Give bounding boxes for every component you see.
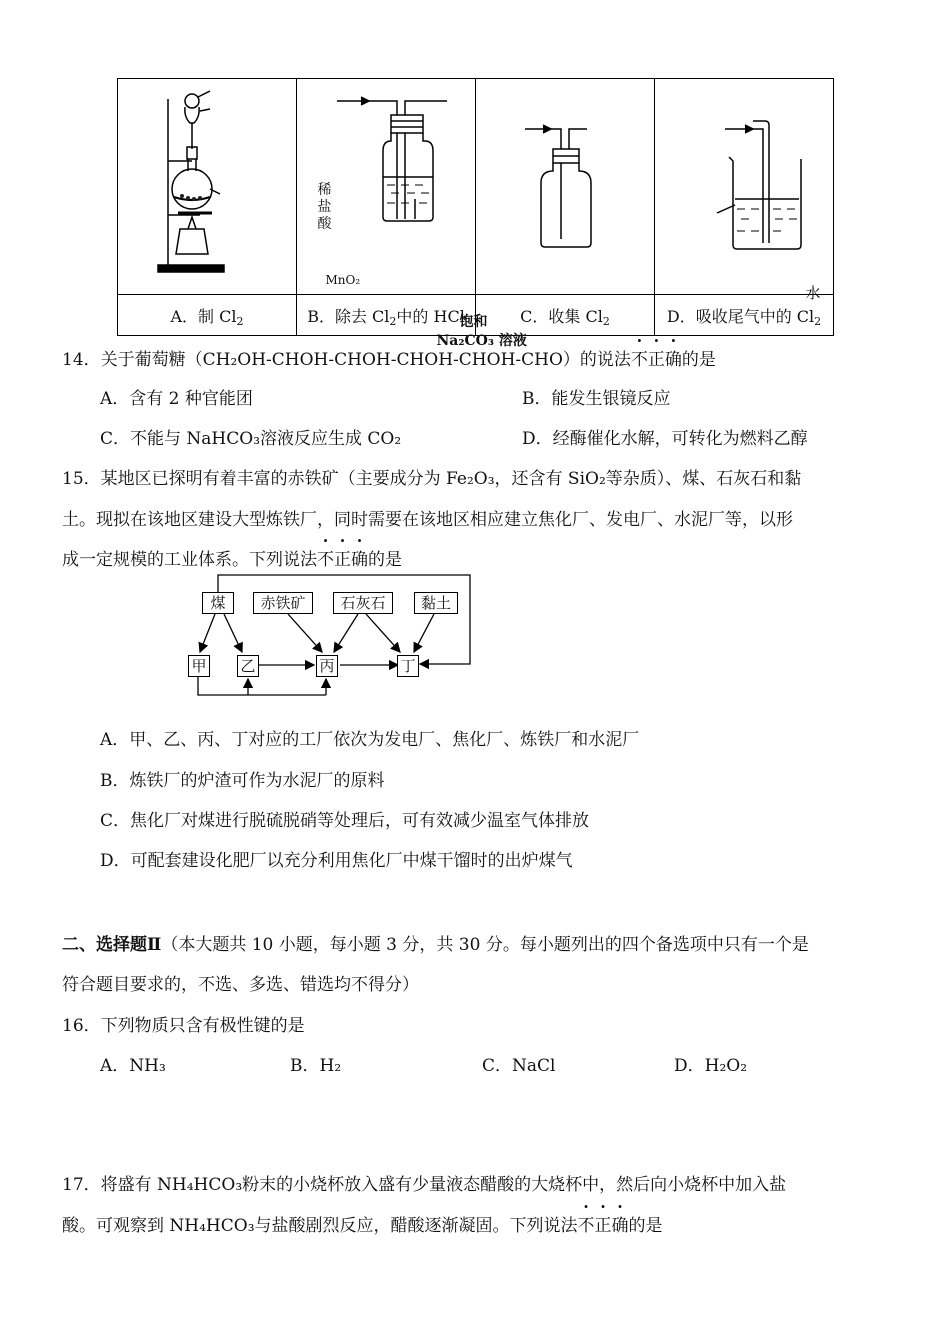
q15-line1: 15．某地区已探明有着丰富的赤铁矿（主要成分为 Fe₂O₃，还含有 SiO₂等杂质）、煤、石灰石和黏 (62, 469, 802, 489)
diagram-plant-ding: 丁 (397, 655, 419, 677)
q15-option-a: A．甲、乙、丙、丁对应的工厂依次为发电厂、焦化厂、炼铁厂和水泥厂 (100, 730, 640, 750)
section2-description-2: 符合题目要求的，不选、多选、错选均不得分） (62, 975, 419, 995)
diagram-source-coal: 煤 (202, 592, 234, 614)
caption-a: A．制 $Cl_2$ (118, 295, 297, 336)
q16-option-a: A．NH₃ (100, 1056, 166, 1076)
caption-c: C．收集 $Cl_2$ (476, 295, 655, 336)
diagram-source-clay: 黏土 (414, 592, 458, 614)
section2-description: （本大题共 10 小题，每小题 3 分，共 30 分。每小题列出的四个备选项中只有一个是 (161, 935, 809, 955)
label-acid: 酸 (317, 215, 332, 232)
apparatus-table (117, 78, 834, 349)
q17-line2: 酸。可观察到 NH₄HCO₃与盐酸剧烈反应，醋酸逐渐凝固。下列说法不正确的是 (62, 1216, 663, 1236)
label-saturated: 饱和 (459, 313, 488, 330)
diagram-source-limestone: 石灰石 (333, 592, 393, 614)
section2-heading: 二、选择题Ⅱ (62, 935, 162, 955)
q15-line2: 土。现拟在该地区建设大型炼铁厂，同时需要在该地区相应建立焦化厂、发电厂、水泥厂等，以形 (62, 510, 793, 530)
q14-option-d: D．经酶催化水解，可转化为燃料乙醇 (522, 429, 808, 449)
q16-option-d: D．H₂O₂ (674, 1056, 748, 1076)
label-dilute: 稀 (317, 181, 332, 198)
caption-d: D．吸收尾气中的 $Cl_2$ (655, 295, 834, 336)
diagram-plant-jia: 甲 (188, 655, 210, 677)
apparatus-c-cell (476, 79, 655, 295)
q15-option-c: C．焦化厂对煤进行脱硫脱硝等处理后，可有效减少温室气体排放 (100, 811, 590, 831)
q16-option-c: C．NaCl (482, 1056, 556, 1076)
q14-stem: 14．关于葡萄糖（CH₂OH-CHOH-CHOH-CHOH-CHOH-CHO）的说法不正确的是 (62, 350, 716, 370)
label-mno2: MnO₂ (325, 272, 361, 287)
q14-option-a: A．含有 2 种官能团 (100, 389, 253, 409)
label-water: 水 (805, 283, 821, 302)
chlorine-generator-figure (130, 79, 285, 289)
section2-header (62, 930, 809, 955)
apparatus-a-cell (118, 79, 361, 295)
beaker-absorption-figure (655, 79, 855, 289)
q14-option-c: C．不能与 NaHCO₃溶液反应生成 CO₂ (100, 429, 402, 449)
caption-b: B．除去 $Cl_2$中的 HCl (297, 295, 476, 336)
diagram-source-hematite: 赤铁矿 (253, 592, 313, 614)
q14-option-b: B．能发生银镜反应 (522, 389, 671, 409)
q16-stem: 16．下列物质只含有极性键的是 (62, 1016, 305, 1036)
apparatus-d-cell (655, 79, 834, 302)
diagram-plant-yi: 乙 (237, 655, 259, 677)
q15-line3: 成一定规模的工业体系。下列说法不正确的是 (62, 550, 402, 570)
q16-option-b: B．H₂ (290, 1056, 342, 1076)
q17-line1: 17．将盛有 NH₄HCO₃粉末的小烧杯放入盛有少量液态醋酸的大烧杯中，然后向小烧杯中加入盐 (62, 1175, 787, 1195)
industry-flow-diagram (180, 570, 480, 705)
label-sodium-carbonate-solution: Na₂CO₃ 溶液 (436, 332, 527, 349)
q15-option-b: B．炼铁厂的炉渣可作为水泥厂的原料 (100, 771, 385, 791)
gas-collection-bottle-figure (487, 79, 643, 289)
label-hydrochloric: 盐 (317, 198, 332, 215)
q15-option-d: D．可配套建设化肥厂以充分利用焦化厂中煤干馏时的出炉煤气 (100, 851, 573, 871)
diagram-plant-bing: 丙 (316, 655, 338, 677)
